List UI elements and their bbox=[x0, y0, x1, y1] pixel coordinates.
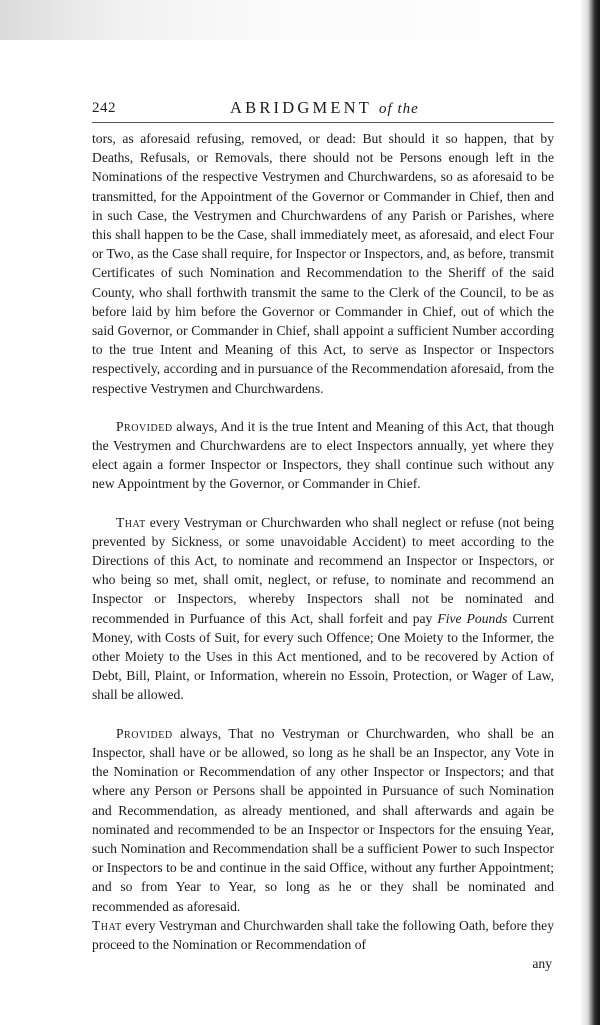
penalty-amount: Five Pounds bbox=[437, 610, 508, 626]
paragraph-lead-word: Provided bbox=[116, 725, 173, 741]
paragraph-lead-word: That bbox=[92, 917, 122, 933]
scan-shadow-top bbox=[0, 0, 600, 40]
paragraph-text: always, And it is the true Intent and Meaning of this Act, that though the Vestrymen and Churchwardens are to elect Inspectors annually, yet where they elect again a former Inspector or Inspectors, they shall continue such without any new Appointment by the Governor, or Commander in Chief. bbox=[92, 418, 554, 492]
running-head-main: ABRIDGMENT bbox=[230, 98, 372, 117]
scan-edge-right bbox=[580, 0, 600, 1025]
paragraph-provided-1 bbox=[92, 417, 554, 494]
page-number: 242 bbox=[92, 100, 116, 116]
running-head bbox=[230, 98, 419, 118]
paragraph-text: every Vestryman or Churchwarden who shall neglect or refuse (not being prevented by Sickness, or some unavoidable Accident) to meet according to the Directions of this Act, to nominate and recommend an Inspector or Inspectors, or who being so met, shall omit, neglect, or refuse, to nominate and recommend an Inspector or Inspectors, whereby Inspectors shall not be nominated and recommended in Purfuance of this Act, shall forfeit and pay bbox=[92, 514, 554, 626]
paragraph-continuation: tors, as aforesaid refusing, removed, or dead: But should it so happen, that by Deaths, Refusals, or Removals, there should not be Persons enough left in the Nominations of the respective Vestrymen and Churchwardens, so as aforesaid to be transmitted, for the Appointment of the Governor or Commander in Chief, then and in such Case, the Vestrymen and Churchwardens of any Parish or Parishes, where this shall happen to be the Case, shall immediately meet, as aforesaid, and elect Four or Two, as the Case shall require, for Inspector or Inspectors, and, as before, transmit Certificates of such Nomination and Recommendation to the Sheriff of the said County, who shall forthwith transmit the same to the Clerk of the Council, to be as before laid by him before the Governor or Commander in Chief, out of which the said Governor, or Commander in Chief, shall appoint a sufficient Number according to the true Intent and Meaning of this Act, to serve as Inspector or Inspectors respectively, according and in pursuance of the Recommendation aforesaid, from the respective Vestrymen and Churchwardens. bbox=[92, 131, 554, 396]
book-page bbox=[92, 96, 554, 973]
paragraph-lead-word: That bbox=[116, 514, 146, 530]
paragraph-text: Current Money, with Costs of Suit, for every such Offence; One Moiety to the Informer, the other Moiety to the Uses in this Act mentioned, and to be recovered by Action of Debt, Bill, Plaint, or Information, wherein no Essoin, Protection, or Wager of Law, shall be allowed. bbox=[92, 610, 555, 703]
paragraph-text: every Vestryman and Churchwarden shall take the following Oath, before they proceed to the Nomination or Recommendation of bbox=[92, 917, 554, 952]
catchword: any bbox=[532, 956, 552, 972]
paragraph-provided-2 bbox=[92, 724, 554, 916]
running-head-of: of the bbox=[379, 101, 419, 117]
paragraph-that-oath bbox=[92, 916, 554, 954]
page-header bbox=[92, 96, 554, 123]
paragraph-text: always, That no Vestryman or Churchwarden, who shall be an Inspector, shall have or be allowed, so long as he shall be an Inspector, any Vote in the Nomination or Recommendation of any other Inspector or Inspectors; and that where any Person or Persons shall be appointed in Pursuance of such Nomination and Recommendation, as already mentioned, and shall afterwards and again be nominated and recommended to be an Inspector or Inspectors for the ensuing Year, such Nomination and Recommendation shall be a sufficient Power to such Inspector or Inspectors to be and continue in the said Office, without any further Appointment; and so from Year to Year, so long as he or they shall be nominated and recommended as aforesaid. bbox=[92, 725, 554, 914]
paragraph-that-penalty bbox=[92, 513, 554, 705]
paragraph-lead-word: Provided bbox=[116, 418, 173, 434]
